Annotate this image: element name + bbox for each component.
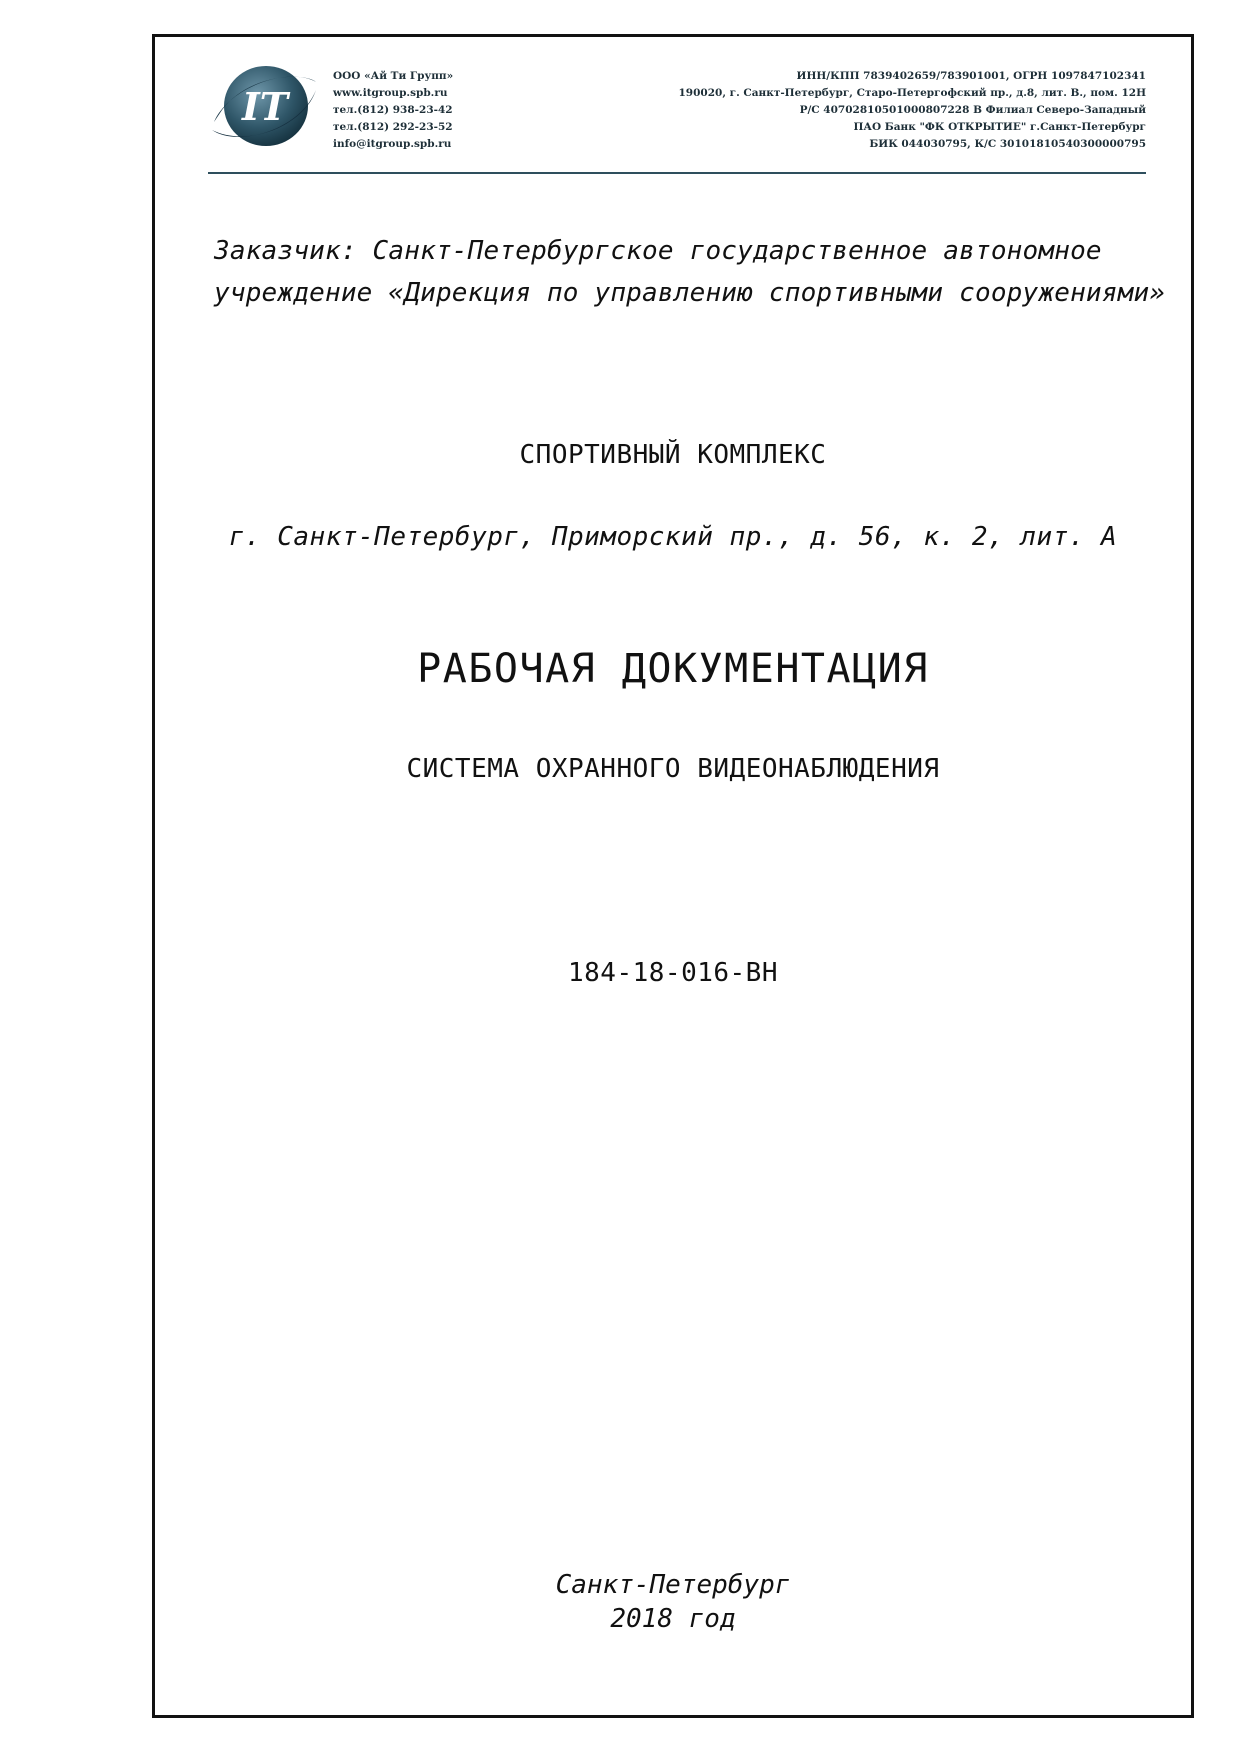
requisites-account: Р/С 40702810501000807228 В Филиал Северо-Западный [799, 104, 1146, 116]
company-name: ООО «Ай Ти Групп» [333, 70, 454, 82]
company-phone-2: тел.(812) 292-23-52 [333, 121, 453, 133]
customer-line-1: Заказчик: Санкт-Петербургское государственное автономное [214, 236, 1102, 266]
footer-year: 2018 год [610, 1604, 736, 1634]
company-phone-1: тел.(812) 938-23-42 [333, 104, 453, 116]
object-title: СПОРТИВНЫЙ КОМПЛЕКС [519, 440, 827, 470]
document-type: РАБОЧАЯ ДОКУМЕНТАЦИЯ [417, 646, 929, 692]
requisites-address: 190020, г. Санкт-Петербург, Старо-Петергофский пр., д.8, лит. В., пом. 12Н [678, 87, 1146, 99]
company-contacts [333, 68, 453, 153]
document-code: 184-18-016-ВН [568, 958, 778, 988]
logo-text: IT [242, 84, 289, 129]
requisites-inn: ИНН/КПП 7839402659/783901001, ОГРН 1097847102341 [796, 70, 1146, 82]
system-name: СИСТЕМА ОХРАННОГО ВИДЕОНАБЛЮДЕНИЯ [406, 754, 940, 784]
customer-block [214, 230, 1174, 314]
company-logo [208, 60, 320, 156]
requisites-bik: БИК 044030795, К/С 30101810540300000795 [869, 138, 1146, 150]
company-website: www.itgroup.spb.ru [333, 87, 448, 99]
footer-city: Санкт-Петербург [555, 1570, 791, 1600]
letterhead [208, 60, 1146, 174]
company-requisites [679, 68, 1147, 153]
customer-line-2: учреждение «Дирекция по управлению спортивными сооружениями» [214, 278, 1166, 308]
company-email: info@itgroup.spb.ru [333, 138, 452, 150]
requisites-bank: ПАО Банк "ФК ОТКРЫТИЕ" г.Санкт-Петербург [853, 121, 1146, 133]
object-address: г. Санкт-Петербург, Приморский пр., д. 56, к. 2, лит. А [228, 522, 1118, 552]
